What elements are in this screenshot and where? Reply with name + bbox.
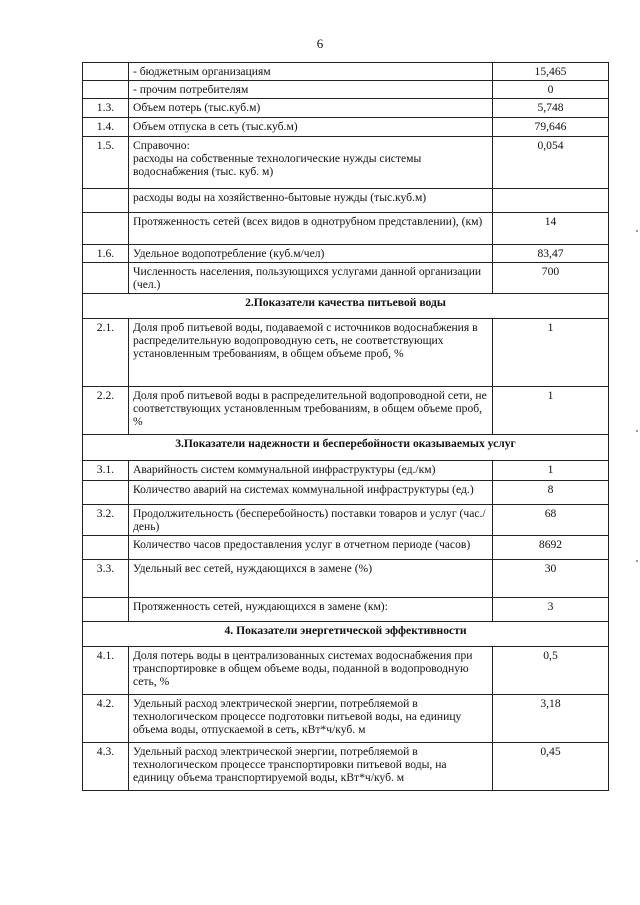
indicator-description: Протяженность сетей (всех видов в однотрубном представлении), (км) [129, 213, 493, 245]
indicators-table [82, 62, 609, 791]
indicator-value: 1 [493, 461, 609, 481]
table-row [83, 245, 609, 263]
row-number [83, 63, 129, 81]
indicator-description: Объем потерь (тыс.куб.м) [129, 99, 493, 118]
indicator-description: Доля потерь воды в централизованных системах водоснабжения при транспортировке в общем объеме воды, поданной в водопроводную сеть, % [129, 647, 493, 695]
indicator-value: 14 [493, 213, 609, 245]
row-number: 3.2. [83, 505, 129, 536]
indicator-value: 15,465 [493, 63, 609, 81]
indicator-description: Количество аварий на системах коммунальной инфраструктуры (ед.) [129, 481, 493, 505]
indicator-value: 79,646 [493, 118, 609, 137]
indicator-value: 700 [493, 263, 609, 294]
table-row [83, 743, 609, 791]
indicator-description: расходы воды на хозяйственно-бытовые нужды (тыс.куб.м) [129, 189, 493, 213]
indicator-value: 0,45 [493, 743, 609, 791]
indicator-description: Доля проб питьевой воды в распределительной водопроводной сети, не соответствующих установленным требованиям, в общем объеме проб, % [129, 387, 493, 435]
indicator-description: Продолжительность (бесперебойность) поставки товаров и услуг (час./день) [129, 505, 493, 536]
row-number: 2.2. [83, 387, 129, 435]
indicator-value: 1 [493, 387, 609, 435]
indicator-description: Удельный вес сетей, нуждающихся в замене (%) [129, 560, 493, 598]
row-number: 3.1. [83, 461, 129, 481]
table-row [83, 99, 609, 118]
indicator-description: Численность населения, пользующихся услугами данной организации (чел.) [129, 263, 493, 294]
indicator-value: 83,47 [493, 245, 609, 263]
table-row [83, 319, 609, 387]
indicator-description: Количество часов предоставления услуг в отчетном периоде (часов) [129, 536, 493, 560]
margin-mark [636, 230, 638, 232]
row-number: 1.4. [83, 118, 129, 137]
margin-mark [636, 560, 638, 562]
indicator-description: - прочим потребителям [129, 81, 493, 99]
indicator-description: Удельное водопотребление (куб.м/чел) [129, 245, 493, 263]
indicator-value: 1 [493, 319, 609, 387]
table-row [83, 598, 609, 622]
section-title: 2.Показатели качества питьевой воды [83, 294, 609, 319]
table-row [83, 118, 609, 137]
table-row [83, 81, 609, 99]
indicator-value: 0 [493, 81, 609, 99]
indicator-value: 0,054 [493, 137, 609, 189]
indicator-value [493, 189, 609, 213]
row-number: 2.1. [83, 319, 129, 387]
row-number: 1.3. [83, 99, 129, 118]
table-row [83, 560, 609, 598]
indicator-description: Доля проб питьевой воды, подаваемой с источников водоснабжения в распределительную водопроводную сеть, не соответствующих установленным требованиям, в общем объеме проб, % [129, 319, 493, 387]
indicator-value: 3 [493, 598, 609, 622]
table-row [83, 189, 609, 213]
table-row [83, 695, 609, 743]
row-number: 1.6. [83, 245, 129, 263]
row-number: 1.5. [83, 137, 129, 189]
row-number [83, 481, 129, 505]
indicator-description: Удельный расход электрической энергии, потребляемой в технологическом процессе транспортировки питьевой воды, на единицу объема транспортируемой воды, кВт*ч/куб. м [129, 743, 493, 791]
indicator-value: 8692 [493, 536, 609, 560]
table-row [83, 263, 609, 294]
section-title: 3.Показатели надежности и бесперебойности оказываемых услуг [83, 435, 609, 461]
table-row [83, 505, 609, 536]
indicator-description: Протяженность сетей, нуждающихся в замене (км): [129, 598, 493, 622]
row-number [83, 263, 129, 294]
row-number: 4.3. [83, 743, 129, 791]
section-title: 4. Показатели энергетической эффективности [83, 622, 609, 647]
indicator-value: 8 [493, 481, 609, 505]
margin-mark [636, 430, 638, 432]
row-number: 3.3. [83, 560, 129, 598]
row-number: 4.2. [83, 695, 129, 743]
indicator-description: Справочно: расходы на собственные технологические нужды системы водоснабжения (тыс. куб. м) [129, 137, 493, 189]
indicator-description: - бюджетным организациям [129, 63, 493, 81]
row-number [83, 81, 129, 99]
page-number: 6 [316, 36, 324, 51]
section-header-row [83, 622, 609, 647]
indicator-description: Объем отпуска в сеть (тыс.куб.м) [129, 118, 493, 137]
table-row [83, 387, 609, 435]
row-number: 4.1. [83, 647, 129, 695]
table-row [83, 461, 609, 481]
indicator-value: 0,5 [493, 647, 609, 695]
table-row [83, 481, 609, 505]
section-header-row [83, 435, 609, 461]
indicator-value: 3,18 [493, 695, 609, 743]
indicator-value: 68 [493, 505, 609, 536]
table-row [83, 137, 609, 189]
row-number [83, 598, 129, 622]
row-number [83, 536, 129, 560]
indicator-description: Аварийность систем коммунальной инфраструктуры (ед./км) [129, 461, 493, 481]
row-number [83, 213, 129, 245]
table-row [83, 536, 609, 560]
indicator-value: 30 [493, 560, 609, 598]
indicator-value: 5,748 [493, 99, 609, 118]
row-number [83, 189, 129, 213]
indicator-description: Удельный расход электрической энергии, потребляемой в технологическом процессе подготовки питьевой воды, на единицу объема воды, отпускаемой в сеть, кВт*ч/куб. м [129, 695, 493, 743]
table-row [83, 213, 609, 245]
table-row [83, 63, 609, 81]
section-header-row [83, 294, 609, 319]
table-row [83, 647, 609, 695]
